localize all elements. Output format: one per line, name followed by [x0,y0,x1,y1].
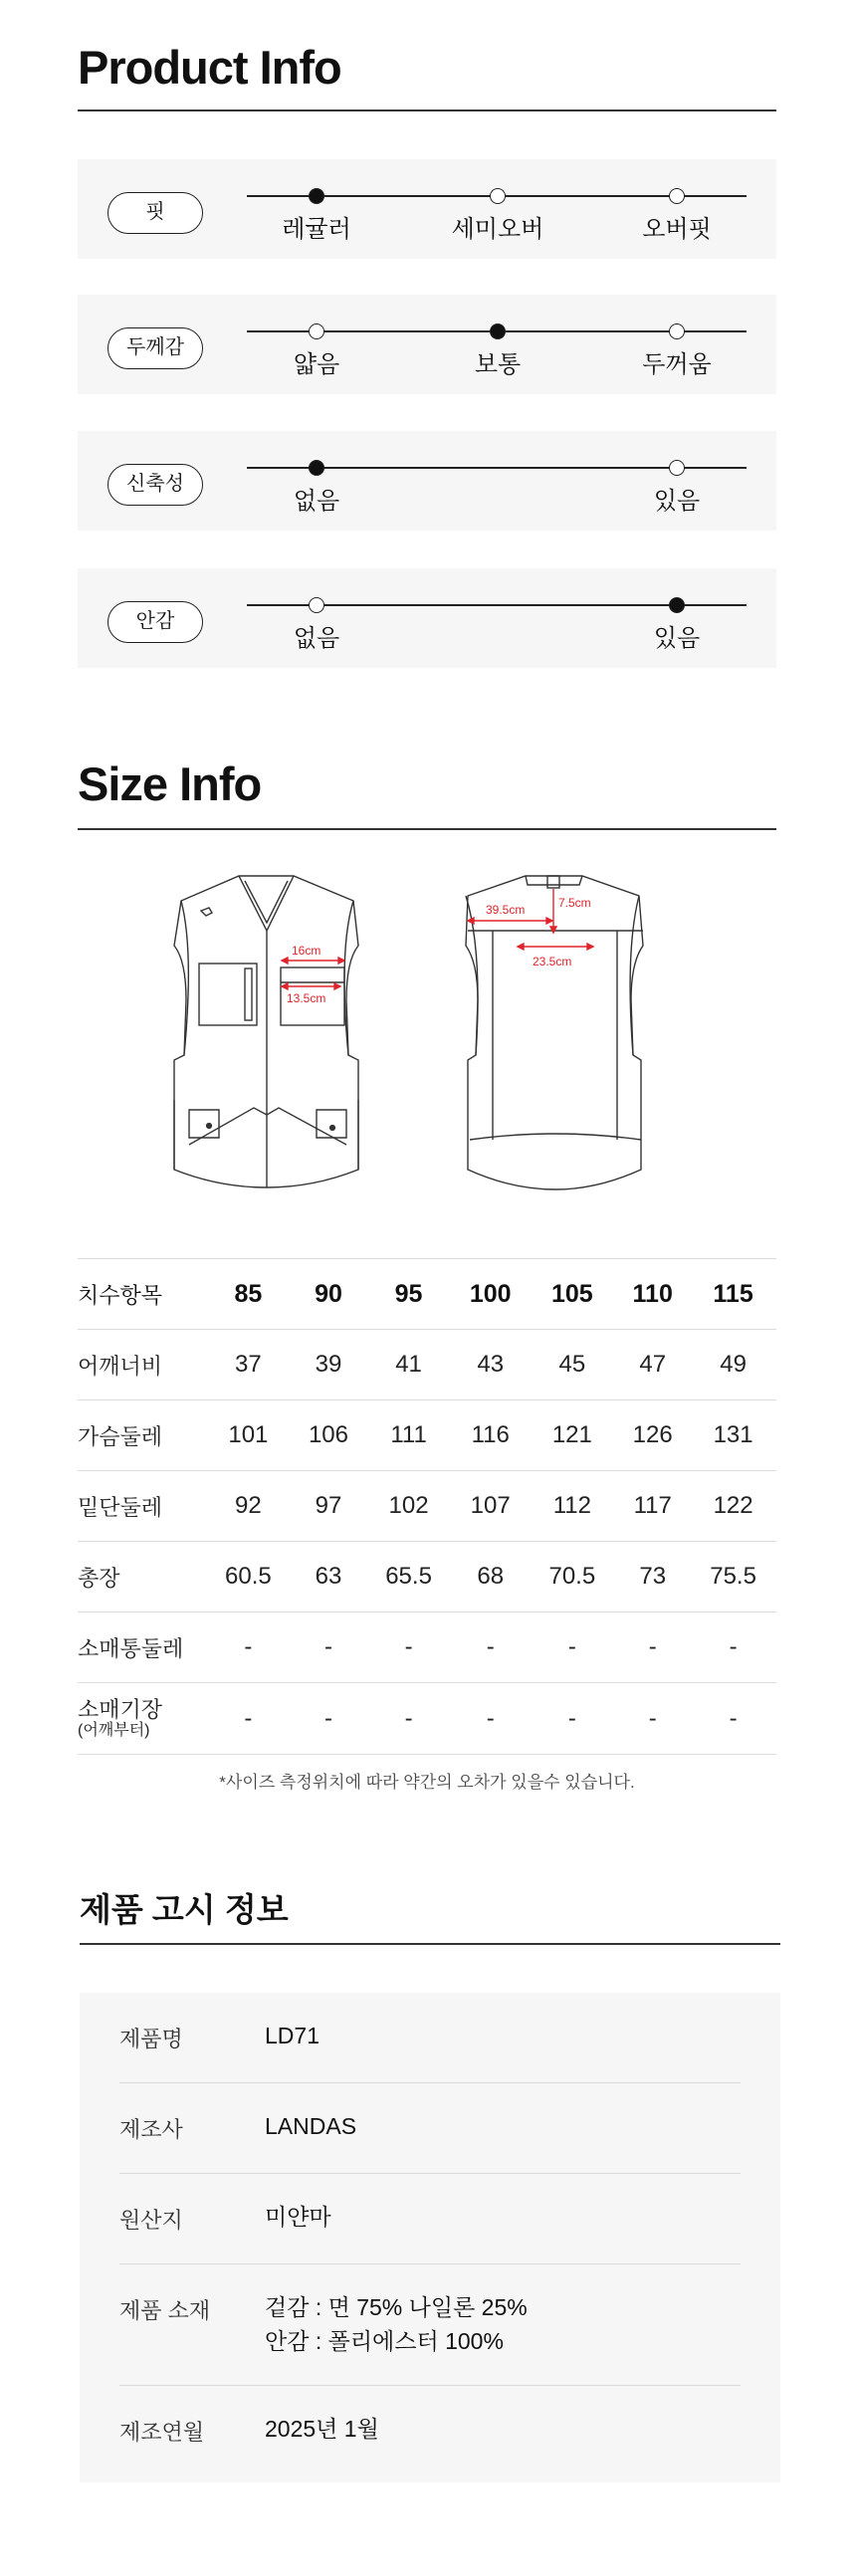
scale-option-label: 얇음 [293,351,340,378]
scale-dot [669,323,685,339]
measure-label-front-height: 13.5cm [287,991,326,1005]
notice-value: LANDAS [265,2113,357,2139]
scale-option-label: 있음 [653,625,701,652]
table-cell: - [452,1612,530,1683]
table-cell: 112 [529,1471,615,1542]
row-label: 어깨너비 [78,1330,205,1400]
scale-dot-selected [669,597,685,613]
table-cell: 41 [365,1330,452,1400]
notice-row-product-name [119,1993,741,2083]
measure-label-back-shoulder: 39.5cm [486,903,526,917]
size-column-header: 110 [615,1259,690,1330]
table-row [78,1612,776,1683]
table-cell: - [690,1612,776,1683]
scale-dot [669,460,685,476]
table-cell: 68 [452,1542,530,1612]
table-cell: 92 [205,1471,292,1542]
scale-dot [309,323,324,339]
size-column-header: 90 [292,1259,365,1330]
table-cell: 47 [615,1330,690,1400]
table-cell: 73 [615,1542,690,1612]
table-cell: - [205,1683,292,1755]
notice-value: 미얀마 [265,2204,331,2230]
table-cell: 39 [292,1330,365,1400]
size-table-header-label: 치수항목 [78,1259,205,1330]
table-cell: 63 [292,1542,365,1612]
table-cell: 102 [365,1471,452,1542]
notice-rule [80,1943,780,1945]
attr-row-thickness [78,295,776,394]
notice-row-manufacture-date [119,2386,741,2482]
vest-measurement-diagram [149,871,717,1199]
table-cell: 117 [615,1471,690,1542]
size-disclaimer: *사이즈 측정위치에 따라 약간의 오차가 있을수 있습니다. [219,1773,635,1792]
notice-row-origin [119,2174,741,2264]
table-cell: 121 [529,1400,615,1471]
notice-label: 제품 소재 [119,2298,211,2323]
scale-option-label: 레귤러 [282,216,351,243]
table-cell: - [529,1683,615,1755]
notice-row-material [119,2264,741,2386]
table-cell: 122 [690,1471,776,1542]
notice-label: 제조사 [119,2117,183,2142]
row-label-main: 소매기장 [78,1696,163,1722]
row-label [78,1683,205,1755]
attr-row-fit [78,159,776,259]
table-cell: 60.5 [205,1542,292,1612]
table-cell: 107 [452,1471,530,1542]
table-cell: 45 [529,1330,615,1400]
size-table [78,1258,776,1755]
scale-option-label: 없음 [293,488,340,515]
attr-label-fit: 핏 [107,192,203,234]
table-row [78,1683,776,1755]
notice-value: 안감 : 폴리에스터 100% [265,2328,504,2354]
table-cell: 111 [365,1400,452,1471]
scale-option-label: 보통 [474,351,522,378]
notice-value: LD71 [265,2023,320,2048]
size-column-header: 105 [529,1259,615,1330]
row-label: 가슴둘레 [78,1400,205,1471]
table-cell: 43 [452,1330,530,1400]
scale-dot [490,188,506,204]
size-info-title: Size Info [78,757,262,810]
table-cell: 106 [292,1400,365,1471]
scale-dot-selected [490,323,506,339]
table-cell: 101 [205,1400,292,1471]
notice-title: 제품 고시 정보 [80,1891,289,1928]
table-cell: 75.5 [690,1542,776,1612]
table-cell: 116 [452,1400,530,1471]
notice-label: 원산지 [119,2208,183,2233]
table-cell: 131 [690,1400,776,1471]
row-label-sub: (어깨부터) [78,1721,150,1739]
notice-row-manufacturer [119,2083,741,2174]
table-cell: - [452,1683,530,1755]
table-cell: 126 [615,1400,690,1471]
table-cell: - [529,1612,615,1683]
attr-label-lining: 안감 [107,601,203,643]
table-cell: - [292,1612,365,1683]
table-cell: - [365,1612,452,1683]
table-cell: 65.5 [365,1542,452,1612]
size-column-header: 115 [690,1259,776,1330]
measure-label-back-yoke: 23.5cm [533,955,572,968]
notice-value: 겉감 : 면 75% 나일론 25% [265,2294,528,2320]
table-cell: - [690,1683,776,1755]
scale-dot [669,188,685,204]
scale-option-label: 없음 [293,625,340,652]
size-column-header: 85 [205,1259,292,1330]
table-row [78,1471,776,1542]
scale-option-label: 두꺼움 [642,351,712,378]
table-cell: - [365,1683,452,1755]
table-cell: - [615,1612,690,1683]
scale-dot [309,597,324,613]
table-cell: 97 [292,1471,365,1542]
table-row [78,1400,776,1471]
measure-label-front-width: 16cm [292,944,321,958]
table-cell: - [292,1683,365,1755]
notice-value: 2025년 1월 [265,2416,379,2442]
table-row [78,1542,776,1612]
size-column-header: 95 [365,1259,452,1330]
size-column-header: 100 [452,1259,530,1330]
row-label: 총장 [78,1542,205,1612]
notice-info-box [80,1993,780,2482]
attr-row-stretch [78,431,776,531]
scale-dot-selected [309,460,324,476]
scale-option-label: 세미오버 [451,216,544,243]
measure-label-back-neck: 7.5cm [558,896,591,910]
scale-option-label: 있음 [653,488,701,515]
product-info-rule [78,109,776,111]
attr-row-lining [78,568,776,668]
row-label: 소매통둘레 [78,1612,205,1683]
attr-label-stretch: 신축성 [107,464,203,506]
table-cell: 70.5 [529,1542,615,1612]
scale-dot-selected [309,188,324,204]
table-cell: 37 [205,1330,292,1400]
notice-label: 제품명 [119,2027,183,2051]
notice-label: 제조연월 [119,2420,205,2445]
table-cell: - [615,1683,690,1755]
size-table-header-row [78,1259,776,1330]
row-label: 밑단둘레 [78,1471,205,1542]
scale-option-label: 오버핏 [642,216,712,243]
attr-label-thickness: 두께감 [107,327,203,369]
table-cell: - [205,1612,292,1683]
table-cell: 49 [690,1330,776,1400]
size-info-rule [78,828,776,830]
product-info-title: Product Info [78,41,341,94]
table-row [78,1330,776,1400]
